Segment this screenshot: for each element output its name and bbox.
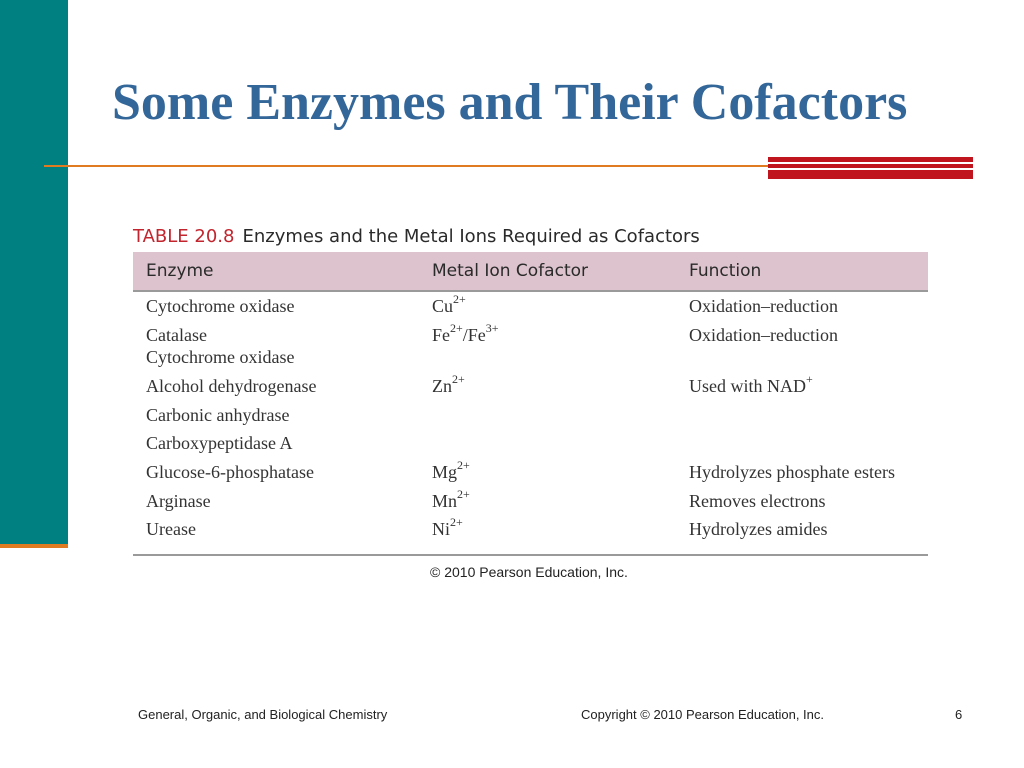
function-text: Oxidation–reduction — [689, 296, 838, 316]
enzyme-cell: Cytochrome oxidase — [146, 347, 295, 367]
table-row — [133, 433, 928, 461]
function-cell — [689, 519, 827, 540]
table-number: TABLE 20.8 — [133, 226, 235, 247]
table-row — [133, 347, 928, 375]
function-cell — [689, 372, 813, 397]
cofactor-cell — [432, 515, 463, 540]
function-text: Oxidation–reduction — [689, 325, 838, 345]
enzyme-cell: Carboxypeptidase A — [146, 433, 293, 453]
table-credit: © 2010 Pearson Education, Inc. — [430, 564, 628, 580]
ion-symbol: Zn — [432, 376, 452, 396]
table-title: Enzymes and the Metal Ions Required as Cofactors — [242, 226, 700, 247]
column-header-cofactor: Metal Ion Cofactor — [432, 261, 589, 281]
ion-charge: 2+ — [457, 458, 470, 472]
table-caption — [133, 226, 933, 250]
title-divider — [44, 165, 772, 167]
ion-charge-2: 3+ — [485, 321, 499, 335]
footer-copyright: Copyright © 2010 Pearson Education, Inc. — [581, 707, 825, 722]
table-bottom-rule — [133, 554, 928, 556]
cofactor-cell — [432, 458, 470, 483]
ion-charge: 2+ — [450, 515, 463, 529]
left-accent-bar — [0, 0, 68, 548]
enzyme-cell: Urease — [146, 519, 196, 539]
ion-symbol: Mg — [432, 462, 458, 482]
left-accent-bar-edge — [0, 544, 68, 548]
table-row — [133, 515, 928, 547]
table-row — [133, 292, 928, 324]
cofactor-cell — [432, 487, 470, 512]
ion-charge: 2+ — [450, 321, 463, 335]
function-cell — [689, 296, 838, 317]
function-cell — [689, 462, 895, 483]
enzyme-cell: Cytochrome oxidase — [146, 296, 295, 316]
slide-title: Some Enzymes and Their Cofactors — [112, 74, 908, 131]
ion-charge: 2+ — [452, 372, 465, 386]
cofactor-cell — [432, 292, 466, 317]
function-text: Removes electrons — [689, 491, 826, 511]
table-header — [133, 252, 928, 292]
table-row — [133, 372, 928, 404]
ion-symbol: Ni — [432, 519, 450, 539]
slide-number: 6 — [955, 707, 963, 722]
enzyme-cell: Carbonic anhydrase — [146, 405, 290, 425]
ion-symbol: Mn — [432, 491, 458, 511]
column-header-function: Function — [689, 261, 762, 281]
enzyme-cell: Glucose-6-phosphatase — [146, 462, 314, 482]
table-row — [133, 458, 928, 490]
function-text: Hydrolyzes amides — [689, 519, 828, 539]
ion-symbol-2: Fe — [467, 325, 486, 345]
cofactor-cell — [432, 321, 499, 346]
footer-course-title: General, Organic, and Biological Chemistry — [138, 707, 388, 722]
function-cell — [689, 325, 838, 346]
function-text: Used with NAD — [689, 376, 806, 396]
enzyme-cell: Catalase — [146, 325, 207, 345]
function-text: Hydrolyzes phosphate esters — [689, 462, 895, 482]
enzyme-cell: Arginase — [146, 491, 211, 511]
enzyme-cell: Alcohol dehydrogenase — [146, 376, 317, 396]
column-header-enzyme: Enzyme — [146, 261, 214, 281]
table-row — [133, 487, 928, 519]
ion-symbol: Fe — [432, 325, 450, 345]
table-row — [133, 405, 928, 433]
ion-symbol: Cu — [432, 296, 454, 316]
ion-charge: 2+ — [453, 292, 466, 306]
ion-separator: / — [462, 325, 468, 345]
function-superscript: + — [806, 372, 813, 386]
ion-charge: 2+ — [457, 487, 470, 501]
title-divider-accent — [768, 157, 973, 179]
function-cell — [689, 491, 825, 512]
cofactor-cell — [432, 372, 465, 397]
